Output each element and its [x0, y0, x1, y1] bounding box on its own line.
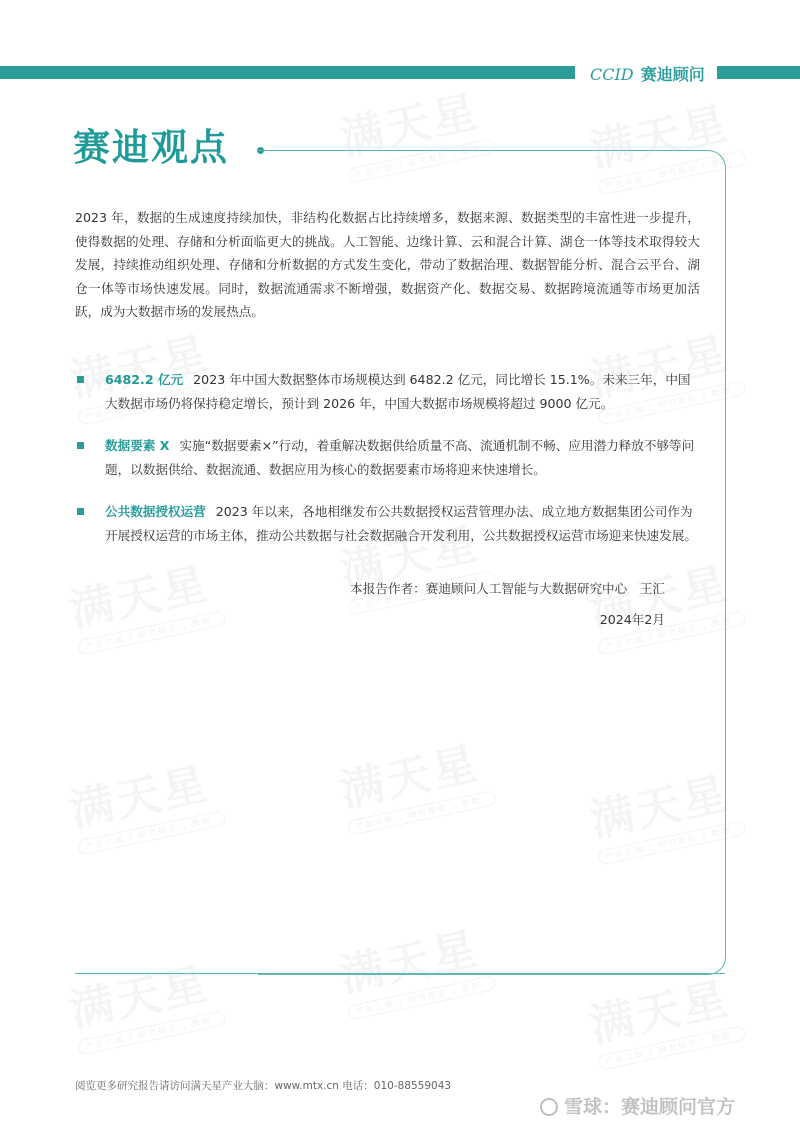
key-point-text: 2023 年以来，各地相继发布公共数据授权运营管理办法、成立地方数据集团公司作为开展授权运营的市场主体，推动公共数据与社会数据融合开发利用，公共数据授权运营市场迎来快速发展。 [105, 504, 697, 543]
frame-bottom-line [75, 973, 725, 974]
brand-latin: CCID [590, 65, 634, 84]
key-point-keyword: 数据要素 X [105, 438, 170, 453]
snowball-icon [540, 1098, 558, 1116]
header-bar-right [717, 66, 800, 79]
key-point [75, 500, 700, 548]
xueqiu-watermark [540, 1092, 790, 1120]
report-author: 本报告作者：赛迪顾问人工智能与大数据研究中心 王汇 [350, 581, 665, 596]
header-bar-left [0, 66, 575, 79]
key-point-keyword: 公共数据授权运营 [105, 504, 206, 519]
watermark [63, 745, 227, 855]
bullet-square-icon [77, 508, 84, 515]
watermark [63, 945, 227, 1055]
intro-paragraph: 2023 年，数据的生成速度持续加快，非结构化数据占比持续增多，数据来源、数据类型的丰富性进一步提升，使得数据的处理、存储和分析面临更大的挑战。人工智能、边缘计算、云和混合计算、湖仓一体等技术取得较大发展，持续推动组织处理、存储和分析数据的方式发生变化，带动了数据治理、数据智能分析、混合云平台、湖仓一体等市场快速发展。同时，数据流通需求不断增强，数据资产化、数据交易、数据跨境流通等市场更加活跃，成为大数据市场的发展热点。 [75, 210, 700, 319]
key-points-list [75, 368, 700, 566]
watermark [583, 960, 747, 1070]
key-point-text: 2023 年中国大数据整体市场规模达到 6482.2 亿元，同比增长 15.1%。未来三年，中国大数据市场仍将保持稳定增长，预计到 2026 年，中国大数据市场规模将超过 9000 亿元。 [105, 372, 691, 411]
key-point-keyword: 6482.2 亿元 [105, 372, 184, 387]
bullet-square-icon [77, 442, 84, 449]
brand-cn: 赛迪顾问 [640, 65, 705, 84]
xueqiu-text: 雪球：赛迪顾问官方 [564, 1096, 736, 1118]
bullet-square-icon [77, 376, 84, 383]
key-point [75, 434, 700, 482]
page-title: 赛迪观点 [73, 126, 229, 169]
brand-logo [590, 62, 710, 84]
footer-contact: 阅览更多研究报告请访问满天星产业大脑：www.mtx.cn 电话：010-88559043 [75, 1080, 452, 1092]
key-point-text: 实施“数据要素×”行动，着重解决数据供给质量不高、流通机制不畅、应用潜力释放不够等问题，以数据供给、数据流通、数据应用为核心的数据要素市场将迎来快速增长。 [105, 438, 695, 477]
key-point [75, 368, 700, 416]
report-date: 2024年2月 [599, 612, 665, 627]
